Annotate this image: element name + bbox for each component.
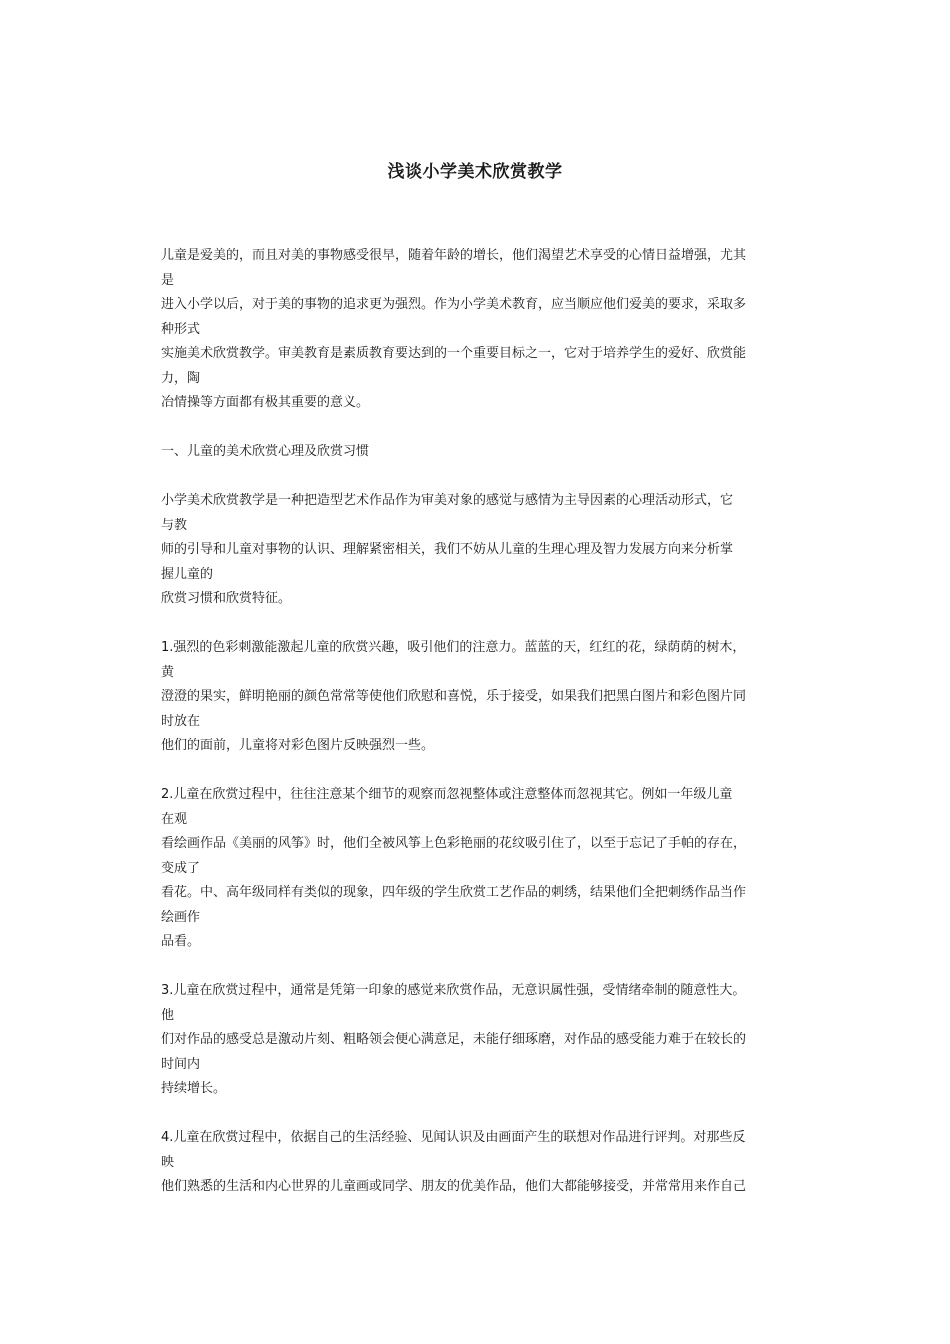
- text-line: 2.儿童在欣赏过程中，往往注意某个细节的观察而忽视整体或注意整体而忽视其它。例如一年级儿童: [161, 787, 733, 802]
- text-line: 绘画作: [161, 909, 201, 925]
- text-line: 一、儿童的美术欣赏心理及欣赏习惯: [161, 444, 370, 459]
- text-line: 看花。中、高年级同样有类似的现象，四年级的学生欣赏工艺作品的刺绣，结果他们全把刺绣作品当作: [161, 885, 747, 900]
- text-line: 持续增长。: [161, 1081, 227, 1096]
- document-body: [161, 244, 793, 1224]
- text-line: 他们熟悉的生活和内心世界的儿童画或同学、朋友的优美作品，他们大都能够接受，并常常用来作自己: [161, 1179, 747, 1194]
- text-line: 在观: [161, 811, 188, 827]
- text-line: 师的引导和儿童对事物的认识、理解紧密相关，我们不妨从儿童的生理心理及智力发展方向来分析掌: [161, 542, 734, 557]
- paragraph: [161, 244, 793, 416]
- text-line: 冶情操等方面都有极其重要的意义。: [161, 395, 370, 410]
- text-line: 进入小学以后，对于美的事物的追求更为强烈。作为小学美术教育，应当顺应他们爱美的要求，采取多: [161, 297, 747, 312]
- paragraph: [161, 440, 793, 465]
- text-line: 澄澄的果实，鲜明艳丽的颜色常常等使他们欣慰和喜悦，乐于接受，如果我们把黑白图片和彩色图片同: [161, 689, 747, 704]
- paragraph: [161, 783, 793, 955]
- text-line: 看绘画作品《美丽的风筝》时，他们全被风筝上色彩艳丽的花纹吸引住了，以至于忘记了手帕的存在，: [161, 836, 747, 851]
- paragraph: [161, 1126, 793, 1200]
- paragraph: [161, 489, 793, 612]
- text-line: 他们的面前，儿童将对彩色图片反映强烈一些。: [161, 738, 435, 753]
- text-line: 握儿童的: [161, 566, 214, 582]
- text-line: 时间内: [161, 1056, 201, 1072]
- text-line: 品看。: [161, 934, 201, 949]
- text-line: 们对作品的感受总是激动片刻、粗略领会便心满意足，未能仔细琢磨，对作品的感受能力难于在较长的: [161, 1032, 747, 1047]
- text-line: 他: [161, 1007, 175, 1023]
- text-line: 黄: [161, 664, 175, 680]
- text-line: 变成了: [161, 860, 201, 876]
- text-line: 欣赏习惯和欣赏特征。: [161, 591, 292, 606]
- text-line: 1.强烈的色彩刺激能激起儿童的欣赏兴趣，吸引他们的注意力。蓝蓝的天，红红的花，绿荫荫的树木，: [161, 640, 746, 655]
- text-line: 3.儿童在欣赏过程中，通常是凭第一印象的感觉来欣赏作品，无意识属性强，受情绪牵制的随意性大。: [161, 983, 746, 998]
- text-line: 时放在: [161, 713, 201, 729]
- text-line: 力，陶: [161, 370, 201, 386]
- text-line: 映: [161, 1154, 175, 1170]
- paragraph: [161, 636, 793, 759]
- text-line: 4.儿童在欣赏过程中，依据自己的生活经验、见闻认识及由画面产生的联想对作品进行评判。对那些反: [161, 1130, 746, 1145]
- text-line: 小学美术欣赏教学是一种把造型艺术作品作为审美对象的感觉与感情为主导因素的心理活动形式，它: [161, 493, 734, 508]
- document-title: 浅谈小学美术欣赏教学: [387, 162, 563, 182]
- text-line: 种形式: [161, 321, 201, 337]
- text-line: 与教: [161, 517, 188, 533]
- text-line: 是: [161, 272, 175, 288]
- text-line: 实施美术欣赏教学。审美教育是素质教育要达到的一个重要目标之一，它对于培养学生的爱好、欣赏能: [161, 346, 747, 361]
- paragraph: [161, 979, 793, 1102]
- text-line: 儿童是爱美的，而且对美的事物感受很早，随着年龄的增长，他们渴望艺术享受的心情日益增强，尤其: [161, 248, 747, 263]
